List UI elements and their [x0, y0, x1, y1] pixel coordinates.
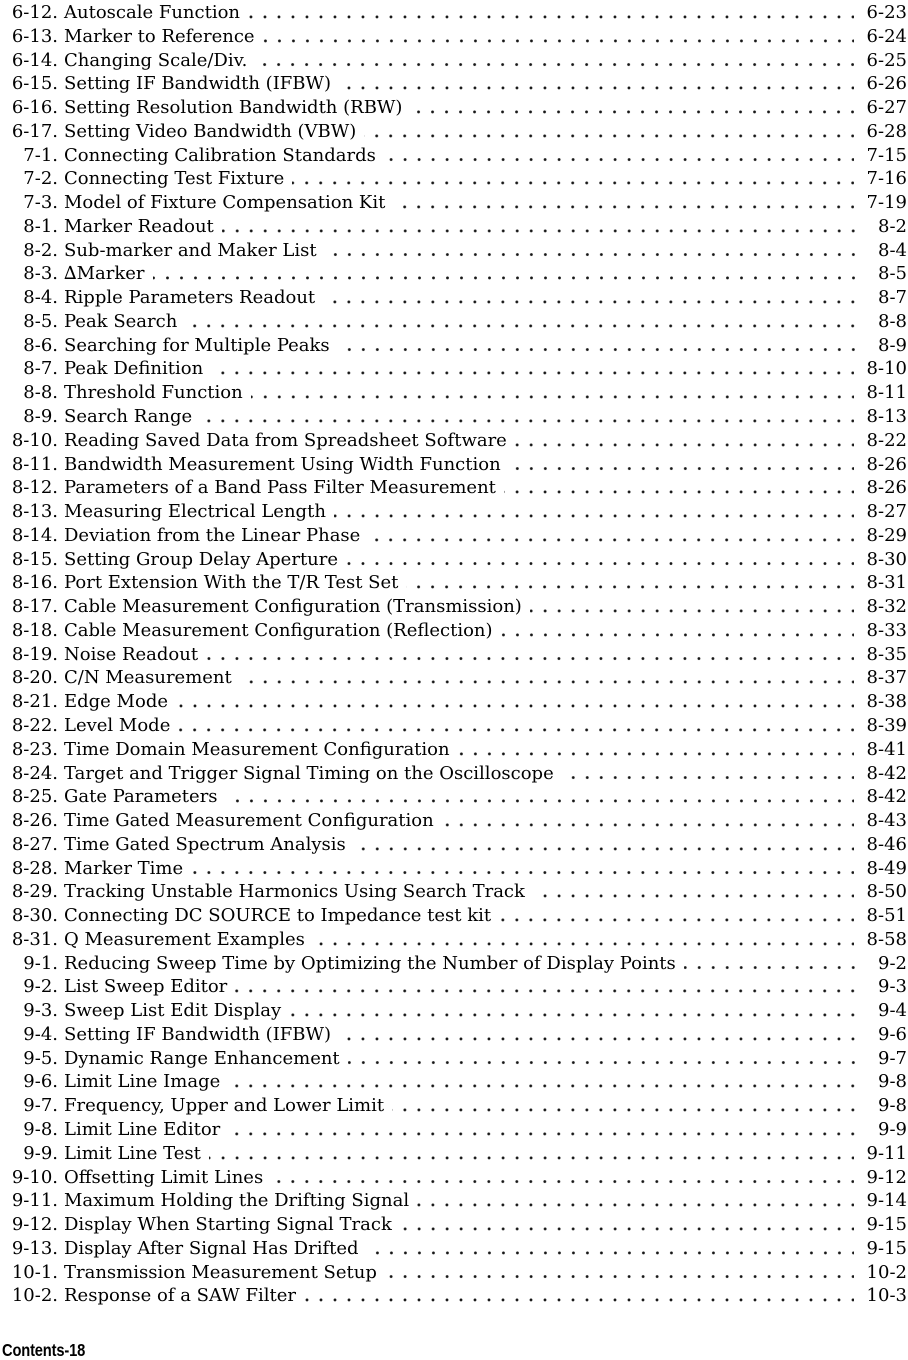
dot-leader	[509, 453, 854, 477]
dot-leader	[346, 548, 854, 572]
dot-leader	[406, 571, 853, 595]
figure-number: 9-6.	[23, 1071, 58, 1093]
figure-number: 6-13.	[11, 25, 58, 47]
figure-page-number: 8-7	[878, 287, 907, 309]
figure-entry	[8, 381, 907, 405]
figure-title: Peak Definition	[64, 358, 204, 380]
dot-leader	[240, 666, 854, 690]
dot-leader	[313, 928, 854, 952]
figure-title: Marker Time	[64, 857, 184, 879]
figure-page-number: 8-43	[866, 810, 907, 832]
figure-entry	[8, 857, 907, 881]
dot-leader	[384, 144, 854, 168]
dot-leader	[211, 357, 853, 381]
figure-title: Transmission Measurement Setup	[64, 1261, 377, 1283]
figure-number: 8-10.	[11, 429, 58, 451]
figure-page-number: 8-35	[866, 643, 907, 665]
figure-title: List Sweep Editor	[64, 976, 228, 998]
dot-leader	[289, 999, 865, 1023]
figure-page-number: 8-2	[878, 215, 907, 237]
figure-title: Time Gated Spectrum Analysis	[64, 833, 346, 855]
figure-page-number: 9-12	[866, 1166, 907, 1188]
figure-entry	[8, 167, 907, 191]
figure-page-number: 8-11	[866, 382, 907, 404]
figure-entry	[8, 49, 907, 73]
dot-leader	[354, 833, 854, 857]
figure-number: 6-14.	[11, 49, 58, 71]
dot-leader	[222, 215, 865, 239]
figure-page-number: 6-28	[866, 120, 907, 142]
dot-leader	[458, 738, 854, 762]
figure-number: 8-28.	[11, 857, 58, 879]
figure-entry	[8, 1070, 907, 1094]
figure-number: 8-14.	[11, 524, 58, 546]
dot-leader	[191, 857, 853, 881]
figure-page-number: 8-46	[866, 833, 907, 855]
figure-number: 6-17.	[11, 120, 58, 142]
figure-title: Autoscale Function	[64, 2, 241, 23]
figure-entry	[8, 191, 907, 215]
figure-title: Display When Starting Signal Track	[64, 1214, 392, 1236]
figure-entry	[8, 524, 907, 548]
figure-number: 9-11.	[11, 1190, 58, 1212]
figure-entry	[8, 334, 907, 358]
figure-entry	[8, 310, 907, 334]
dot-leader	[185, 310, 865, 334]
figure-number: 8-1.	[23, 215, 58, 237]
figure-entry	[8, 666, 907, 690]
figure-page-number: 6-26	[866, 73, 907, 95]
figure-number: 8-23.	[11, 738, 58, 760]
figure-title: Marker Readout	[64, 215, 214, 237]
figure-number: 8-22.	[11, 714, 58, 736]
figure-title: Cable Measurement Configuration (Reflection)	[64, 619, 493, 641]
figure-entry	[8, 904, 907, 928]
dot-leader	[515, 429, 854, 453]
figure-title: Setting IF Bandwidth (IFBW)	[64, 73, 332, 95]
figure-number: 9-3.	[23, 1000, 58, 1022]
figure-page-number: 9-14	[866, 1190, 907, 1212]
figure-number: 8-4.	[23, 287, 58, 309]
figure-number: 8-24.	[11, 762, 58, 784]
figure-title: Q Measurement Examples	[64, 928, 305, 950]
figure-title: Reducing Sweep Time by Optimizing the Number of Display Points	[64, 952, 676, 974]
figure-number: 8-20.	[11, 667, 58, 689]
figure-title: Limit Line Editor	[64, 1118, 221, 1140]
figure-number: 8-29.	[11, 881, 58, 903]
figure-page-number: 9-8	[878, 1071, 907, 1093]
figure-page-number: 10-3	[866, 1285, 907, 1307]
dot-leader	[228, 1118, 865, 1142]
figure-title: Noise Readout	[64, 643, 199, 665]
figure-number: 8-7.	[23, 358, 58, 380]
figure-page-number: 8-39	[866, 714, 907, 736]
figure-title: Parameters of a Band Pass Filter Measurement	[64, 477, 496, 499]
figure-title: Response of a SAW Filter	[64, 1285, 296, 1307]
figure-number: 8-17.	[11, 596, 58, 618]
figure-page-number: 8-42	[866, 786, 907, 808]
figure-number: 9-8.	[23, 1118, 58, 1140]
figure-entry	[8, 25, 907, 49]
figure-title: Offsetting Limit Lines	[64, 1166, 264, 1188]
figure-page-number: 8-50	[866, 881, 907, 903]
figure-page-number: 8-37	[866, 667, 907, 689]
figure-entry	[8, 785, 907, 809]
dot-leader	[228, 1070, 865, 1094]
figure-number: 8-16.	[11, 572, 58, 594]
figure-entry	[8, 809, 907, 833]
figure-number: 6-12.	[11, 2, 58, 23]
figure-title: Connecting Test Fixture	[64, 168, 285, 190]
dot-leader	[178, 714, 853, 738]
figure-page-number: 9-8	[878, 1095, 907, 1117]
figure-number: 7-3.	[23, 192, 58, 214]
figure-number: 8-25.	[11, 786, 58, 808]
figure-number: 8-21.	[11, 691, 58, 713]
figure-number: 9-10.	[11, 1166, 58, 1188]
figure-title: Bandwidth Measurement Using Width Function	[64, 453, 501, 475]
figure-number: 8-11.	[11, 453, 58, 475]
dot-leader	[392, 1094, 865, 1118]
figure-number: 8-5.	[23, 310, 58, 332]
figure-title: Cable Measurement Configuration (Transmission)	[64, 596, 522, 618]
figure-page-number: 8-31	[866, 572, 907, 594]
dot-leader	[533, 880, 854, 904]
figure-page-number: 6-27	[866, 97, 907, 119]
figure-title: Dynamic Range Enhancement	[64, 1047, 340, 1069]
figure-number: 8-6.	[23, 334, 58, 356]
figure-page-number: 8-9	[878, 334, 907, 356]
figure-number: 10-1.	[11, 1261, 58, 1283]
figure-entry	[8, 405, 907, 429]
dot-leader	[364, 120, 853, 144]
figure-page-number: 8-27	[866, 501, 907, 523]
dot-leader	[339, 72, 854, 96]
dot-leader	[209, 1142, 854, 1166]
figure-title: Connecting DC SOURCE to Impedance test kit	[64, 905, 492, 927]
dot-leader	[530, 595, 854, 619]
dot-leader	[323, 286, 865, 310]
figure-page-number: 9-6	[878, 1023, 907, 1045]
figure-number: 8-12.	[11, 477, 58, 499]
figure-entry	[8, 548, 907, 572]
dot-leader	[348, 1047, 865, 1071]
figure-title: Connecting Calibration Standards	[64, 144, 376, 166]
figure-title: Changing Scale/Div.	[64, 49, 248, 71]
figure-entry	[8, 1284, 907, 1308]
figure-page-number: 9-4	[878, 1000, 907, 1022]
figure-number: 9-1.	[23, 952, 58, 974]
figure-number: 6-16.	[11, 97, 58, 119]
figure-number: 8-19.	[11, 643, 58, 665]
figure-page-number: 8-22	[866, 429, 907, 451]
figure-entry	[8, 999, 907, 1023]
figure-page-number: 8-38	[866, 691, 907, 713]
dot-leader	[501, 619, 854, 643]
figure-title: Search Range	[64, 406, 193, 428]
dot-leader	[393, 191, 853, 215]
figure-entry	[8, 619, 907, 643]
figure-title: Setting IF Bandwidth (IFBW)	[64, 1023, 332, 1045]
figure-entry	[8, 1189, 907, 1213]
dot-leader	[367, 1237, 854, 1261]
figure-entry	[8, 952, 907, 976]
figure-entry	[8, 1261, 907, 1285]
figure-title: Measuring Electrical Length	[64, 501, 326, 523]
figure-entry	[8, 880, 907, 904]
figure-number: 8-31.	[11, 928, 58, 950]
figure-entry	[8, 571, 907, 595]
figure-title: Tracking Unstable Harmonics Using Search Track	[64, 881, 525, 903]
figure-page-number: 8-41	[866, 738, 907, 760]
figure-number: 8-30.	[11, 905, 58, 927]
figure-number: 8-18.	[11, 619, 58, 641]
figure-number: 8-27.	[11, 833, 58, 855]
figure-number: 9-12.	[11, 1214, 58, 1236]
figure-entry	[8, 239, 907, 263]
figure-entry	[8, 1, 907, 25]
figure-page-number: 9-9	[878, 1118, 907, 1140]
figure-title: C/N Measurement	[64, 667, 232, 689]
figure-entry	[8, 928, 907, 952]
figure-number: 8-2.	[23, 239, 58, 261]
dot-leader	[417, 1189, 853, 1213]
figure-page-number: 8-8	[878, 310, 907, 332]
dot-leader	[200, 405, 853, 429]
figure-number: 7-2.	[23, 168, 58, 190]
dot-leader	[271, 1166, 853, 1190]
figure-number: 8-9.	[23, 406, 58, 428]
figure-title: Sweep List Edit Display	[64, 1000, 282, 1022]
dot-leader	[504, 476, 854, 500]
figure-entry	[8, 120, 907, 144]
figure-title: Sub-marker and Maker List	[64, 239, 317, 261]
figure-entry	[8, 72, 907, 96]
dot-leader	[385, 1261, 854, 1285]
figure-page-number: 8-33	[866, 619, 907, 641]
figure-entry	[8, 975, 907, 999]
figure-page-number: 6-23	[866, 2, 907, 23]
figure-title: Model of Fixture Compensation Kit	[64, 192, 386, 214]
figure-number: 8-8.	[23, 382, 58, 404]
figure-title: Searching for Multiple Peaks	[64, 334, 330, 356]
dot-leader	[248, 1, 854, 25]
figure-entry	[8, 690, 907, 714]
figure-page-number: 9-2	[878, 952, 907, 974]
dot-leader	[255, 49, 853, 73]
figure-entry	[8, 762, 907, 786]
dot-leader	[339, 1023, 865, 1047]
figure-page-number: 6-25	[866, 49, 907, 71]
figure-entry	[8, 1237, 907, 1261]
figure-entry	[8, 215, 907, 239]
page-footer: Contents-18	[2, 1340, 86, 1360]
figure-page-number: 7-16	[866, 168, 907, 190]
figure-page-number: 7-15	[866, 144, 907, 166]
dot-leader	[235, 975, 865, 999]
figure-title: Setting Group Delay Aperture	[64, 548, 339, 570]
figure-page-number: 8-26	[866, 477, 907, 499]
dot-leader	[263, 25, 854, 49]
figure-title: Time Gated Measurement Configuration	[64, 810, 434, 832]
figure-number: 9-4.	[23, 1023, 58, 1045]
figure-title: Limit Line Test	[64, 1142, 201, 1164]
figure-page-number: 8-32	[866, 596, 907, 618]
figure-page-number: 8-26	[866, 453, 907, 475]
figure-entry	[8, 1023, 907, 1047]
figure-page-number: 9-3	[878, 976, 907, 998]
figure-entry	[8, 500, 907, 524]
figure-entry	[8, 595, 907, 619]
dot-leader	[226, 785, 854, 809]
figure-page-number: 10-2	[866, 1261, 907, 1283]
figure-title: Target and Trigger Signal Timing on the Oscilloscope	[64, 762, 554, 784]
figure-entry	[8, 1142, 907, 1166]
figure-title: Reading Saved Data from Spreadsheet Software	[64, 429, 507, 451]
figure-page-number: 9-7	[878, 1047, 907, 1069]
figure-page-number: 9-11	[866, 1142, 907, 1164]
figure-entry	[8, 476, 907, 500]
figure-entry	[8, 738, 907, 762]
dot-leader	[442, 809, 854, 833]
figure-number: 9-7.	[23, 1095, 58, 1117]
figure-number: 7-1.	[23, 144, 58, 166]
figure-entry	[8, 453, 907, 477]
figure-page-number: 8-10	[866, 358, 907, 380]
figure-entry	[8, 357, 907, 381]
figure-list	[8, 1, 907, 1308]
dot-leader	[292, 167, 853, 191]
figure-entry	[8, 96, 907, 120]
figure-number: 9-5.	[23, 1047, 58, 1069]
figure-entry	[8, 1118, 907, 1142]
figure-page-number: 8-29	[866, 524, 907, 546]
figure-title: Limit Line Image	[64, 1071, 221, 1093]
figure-page-number: 8-51	[866, 905, 907, 927]
figure-title: Peak Search	[64, 310, 178, 332]
dot-leader	[153, 262, 866, 286]
figure-entry	[8, 643, 907, 667]
dot-leader	[325, 239, 865, 263]
figure-title: Frequency, Upper and Lower Limit	[64, 1095, 385, 1117]
figure-page-number: 8-42	[866, 762, 907, 784]
figure-entry	[8, 714, 907, 738]
figure-title: Edge Mode	[64, 691, 169, 713]
figure-number: 9-2.	[23, 976, 58, 998]
figure-title: Level Mode	[64, 714, 171, 736]
figure-page-number: 6-24	[866, 25, 907, 47]
dot-leader	[684, 952, 865, 976]
figure-title: Deviation from the Linear Phase	[64, 524, 361, 546]
figure-number: 8-26.	[11, 810, 58, 832]
figure-entry	[8, 1094, 907, 1118]
figure-title: Ripple Parameters Readout	[64, 287, 316, 309]
dot-leader	[499, 904, 853, 928]
dot-leader	[410, 96, 853, 120]
figure-page-number: 8-58	[866, 928, 907, 950]
figure-entry	[8, 833, 907, 857]
figure-title: Display After Signal Has Drifted	[64, 1237, 359, 1259]
figure-entry	[8, 1166, 907, 1190]
figure-entry	[8, 429, 907, 453]
figure-title: Setting Video Bandwidth (VBW)	[64, 120, 357, 142]
figure-entry	[8, 1213, 907, 1237]
dot-leader	[368, 524, 853, 548]
figure-title: Threshold Function	[64, 382, 243, 404]
dot-leader	[251, 381, 854, 405]
dot-leader	[176, 690, 854, 714]
figure-title: Maximum Holding the Drifting Signal	[64, 1190, 410, 1212]
dot-leader	[562, 762, 854, 786]
figure-title: Time Domain Measurement Configuration	[64, 738, 450, 760]
dot-leader	[206, 643, 853, 667]
figure-number: 9-13.	[11, 1237, 58, 1259]
figure-number: 6-15.	[11, 73, 58, 95]
figure-page-number: 9-15	[866, 1237, 907, 1259]
figure-number: 8-15.	[11, 548, 58, 570]
figure-title: Marker to Reference	[64, 25, 255, 47]
figure-title: ∆Marker	[64, 263, 145, 285]
figure-number: 10-2.	[11, 1285, 58, 1307]
figure-title: Setting Resolution Bandwidth (RBW)	[64, 97, 403, 119]
dot-leader	[304, 1284, 854, 1308]
figure-page-number: 8-5	[878, 263, 907, 285]
figure-page-number: 9-15	[866, 1214, 907, 1236]
figure-number: 8-3.	[23, 263, 58, 285]
figure-page-number: 8-49	[866, 857, 907, 879]
figure-entry	[8, 144, 907, 168]
figure-page-number: 8-4	[878, 239, 907, 261]
figure-number: 8-13.	[11, 501, 58, 523]
figure-entry	[8, 262, 907, 286]
figure-title: Gate Parameters	[64, 786, 218, 808]
figure-entry	[8, 1047, 907, 1071]
figure-entry	[8, 286, 907, 310]
figure-page-number: 8-13	[866, 406, 907, 428]
figure-title: Port Extension With the T/R Test Set	[64, 572, 399, 594]
figure-page-number: 7-19	[866, 192, 907, 214]
figure-number: 9-9.	[23, 1142, 58, 1164]
dot-leader	[334, 500, 854, 524]
dot-leader	[338, 334, 865, 358]
figure-page-number: 8-30	[866, 548, 907, 570]
dot-leader	[400, 1213, 854, 1237]
